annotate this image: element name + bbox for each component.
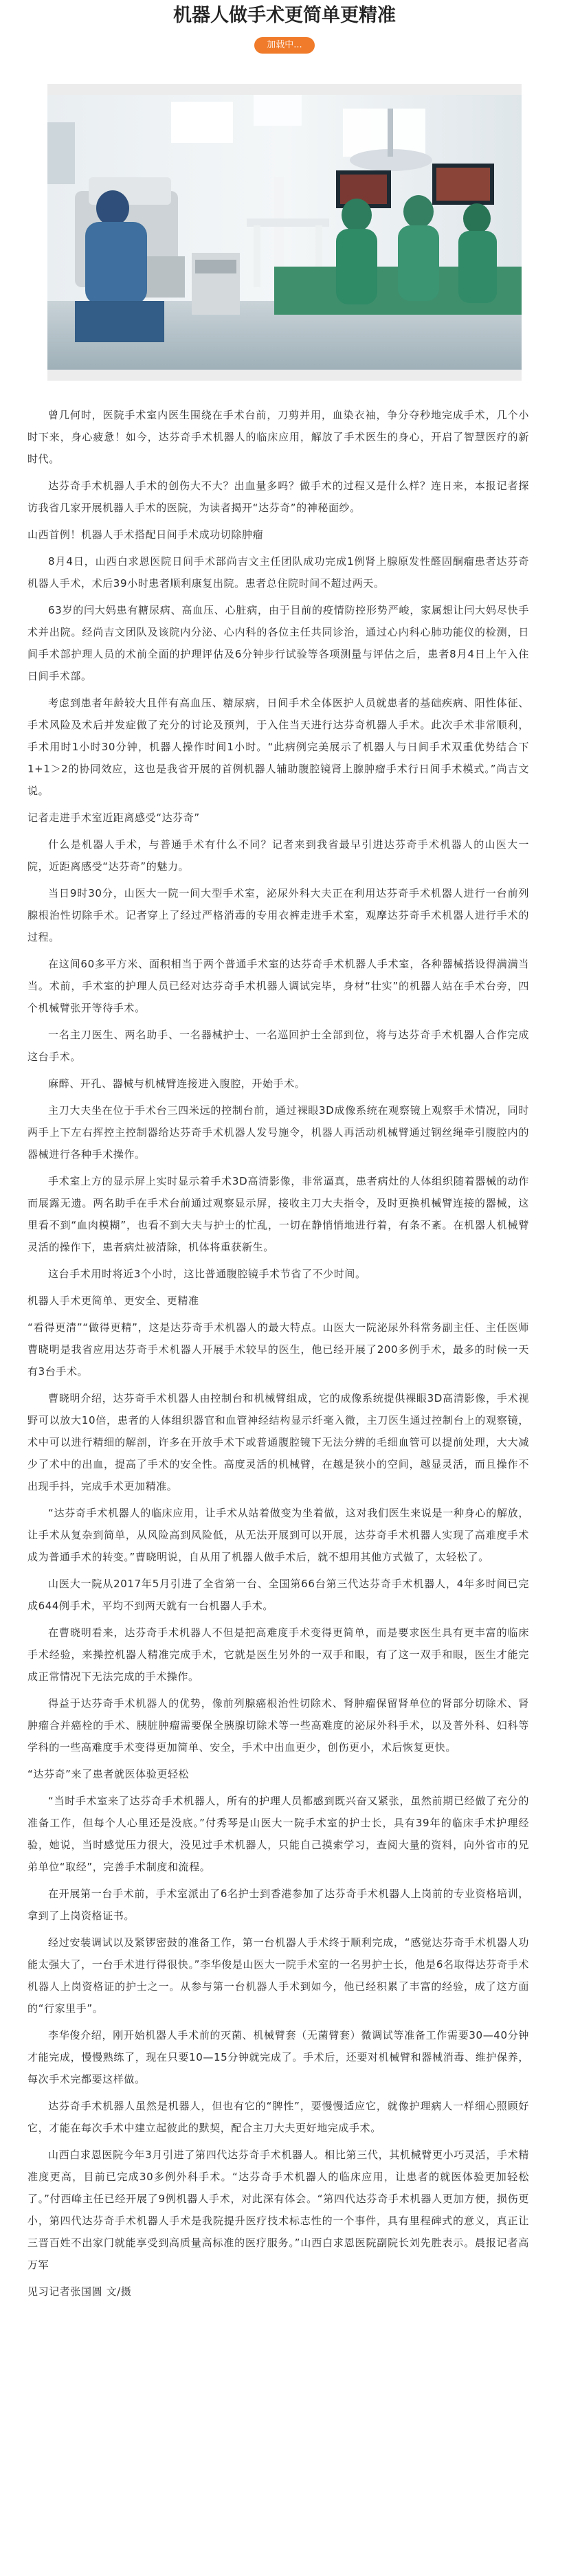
article-paragraph: 在开展第一台手术前，手术室派出了6名护士到香港参加了达芬奇手术机器人上岗前的专业资格培训，拿到了上岗资格证书。: [27, 1888, 529, 1922]
article-paragraph: 麻醉、开孔、器械与机械臂连接进入腹腔，开始手术。: [48, 1077, 306, 1090]
article-paragraph: 手术室上方的显示屏上实时显示着手术3D高清影像，非常逼真，患者病灶的人体组织随着器械的动作而展露无遗。两名助手在手术台前通过观察显示屏，接收主刀大夫指令，及时更换机械臂连接的器械，这里看不到“血肉模糊”，也看不到大夫与护士的忙乱，一切在静悄悄地进行着，有条不紊。在机器人机械臂灵活的操作下，患者病灶被清除，机体将重获新生。: [27, 1175, 529, 1253]
article-paragraph: 达芬奇手术机器人手术的创伤大不大？出血量多吗？做手术的过程又是什么样？连日来，本报记者探访我省几家开展机器人手术的医院，为读者揭开“达芬奇”的神秘面纱。: [27, 480, 529, 514]
surgery-photo: [47, 95, 522, 370]
article-paragraph: 山西白求恩医院今年3月引进了第四代达芬奇手术机器人。相比第三代，其机械臂更小巧灵活，手术精准度更高，目前已完成30多例外科手术。“达芬奇手术机器人的临床应用，让患者的就医体验更加轻松了。”付西峰主任已经开展了9例机器人手术，对此深有体会。“第四代达芬奇手术机器人更加方便，损伤更小，第四代达芬奇手术机器人手术是我院提升医疗技术标志性的一个事件，具有里程碑式的意义，真正让三晋百姓不出家门就能享受到高质量高标准的医疗服务。”山西白求恩医院副院长刘先胜表示。晨报记者高万军: [27, 2149, 529, 2271]
article-paragraph: 8月4日，山西白求恩医院日间手术部尚吉文主任团队成功完成1例肾上腺原发性醛固酮瘤患者达芬奇机器人手术，术后39小时患者顺利康复出院。患者总住院时间不超过两天。: [27, 555, 529, 590]
article-title: 机器人做手术更简单更精准: [173, 5, 396, 26]
article-paragraph: 当日9时30分，山医大一院一间大型手术室，泌尿外科大夫正在利用达芬奇手术机器人进行一台前列腺根治性切除手术。记者穿上了经过严格消毒的专用衣裤走进手术室，观摩达芬奇手术机器人进行手术的过程。: [27, 887, 529, 943]
article-body: [0, 381, 569, 2303]
article-paragraph: 曾几何时，医院手术室内医生围绕在手术台前，刀剪并用，血染衣袖，争分夺秒地完成手术，几个小时下来，身心疲惫！如今，达芬奇手术机器人的临床应用，解放了手术医生的身心，开启了智慧医疗的新时代。: [27, 409, 529, 465]
article-paragraph: 达芬奇手术机器人虽然是机器人，但也有它的“脾性”，要慢慢适应它，就像护理病人一样细心照顾好它，才能在每次手术中建立起彼此的默契，配合主刀大夫更好地完成手术。: [27, 2100, 529, 2134]
section-heading: 机器人手术更简单、更安全、更精准: [27, 1295, 199, 1307]
article-paragraph: 曹晓明介绍，达芬奇手术机器人由控制台和机械臂组成，它的成像系统提供裸眼3D高清影像，手术视野可以放大10倍，患者的人体组织器官和血管神经结构显示纤毫入微，主刀医生通过控制台上的观察镜，术中可以进行精细的解剖，许多在开放手术下或普通腹腔镜下无法分辨的毛细血管可以提前处理，大大减少了术中的出血，提高了手术的安全性。高度灵活的机械臂，在越是狭小的空间，越显灵活，而且操作不出现手抖，完成手术更加精准。: [27, 1392, 529, 1492]
article-paragraph: 李华俊介绍，刚开始机器人手术前的灭菌、机械臂套（无菌臂套）微调试等准备工作需要30—40分钟才能完成，慢慢熟练了，现在只要10—15分钟就完成了。手术后，还要对机械臂和器械消毒、维护保养，每次手术完都要这样做。: [27, 2029, 529, 2085]
article-paragraph: 63岁的闫大妈患有糖尿病、高血压、心脏病，由于目前的疫情防控形势严峻，家属想让闫大妈尽快手术并出院。经尚吉文团队及该院内分泌、心内科的各位主任共同诊治，通过心内科心肺功能仪的检测，日间手术部护理人员的术前全面的护理评估及6分钟步行试验等各项测量与评估之后，患者8月4日上午入住日间手术部。: [27, 604, 529, 682]
section-heading: 记者走进手术室近距离感受“达芬奇”: [27, 811, 200, 824]
article-paragraph: 这台手术用时将近3个小时，这比普通腹腔镜手术节省了不少时间。: [48, 1268, 366, 1280]
article-paragraph: 在这间60多平方米、面积相当于两个普通手术室的达芬奇手术机器人手术室，各种器械搭设得满满当当。术前，手术室的护理人员已经对达芬奇手术机器人调试完毕，身材“壮实”的机器人站在手术台旁，四个机械臂张开等待手术。: [27, 958, 529, 1014]
article-paragraph: 经过安装调试以及紧锣密鼓的准备工作，第一台机器人手术终于顺利完成，“感觉达芬奇手术机器人功能太强大了，一台手术进行得很快。”李华俊是山医大一院手术室的一名男护士长，他是6名取得达芬奇手术机器人上岗资格证的护士之一。从参与第一台机器人手术到如今，他已经积累了丰富的经验，成了这方面的“行家里手”。: [27, 1936, 529, 2015]
article-paragraph: 考虑到患者年龄较大且伴有高血压、糖尿病，日间手术全体医护人员就患者的基础疾病、阳性体征、手术风险及术后并发症做了充分的讨论及预判，于入住当天进行达芬奇机器人手术。此次手术非常顺利，手术用时1小时30分钟，机器人操作时间1小时。“此病例完美展示了机器人与日间手术双重优势结合下1+1＞2的协同效应，这也是我省开展的首例机器人辅助腹腔镜肾上腺肿瘤手术行日间手术模式。”尚吉文说。: [27, 697, 529, 797]
article-paragraph: 主刀大夫坐在位于手术台三四米远的控制台前，通过裸眼3D成像系统在观察镜上观察手术情况，同时两手上下左右挥控主控制器给达芬奇手术机器人发号施令，机器人再活动机械臂通过钢丝绳牵引腹腔内的器械进行各种手术操作。: [27, 1104, 529, 1161]
section-heading: 山西首例！机器人手术搭配日间手术成功切除肿瘤: [27, 528, 264, 541]
load-button-wrap: [0, 37, 569, 54]
article-paragraph: 得益于达芬奇手术机器人的优势，像前列腺癌根治性切除术、肾肿瘤保留肾单位的肾部分切除术、肾肿瘤合并癌栓的手术、胰脏肿瘤需要保全胰腺切除术等一些高难度的泌尿外科手术，以及普外科、妇科等学科的一些高难度手术变得更加简单、安全，手术中出血更少，创伤更小，术后恢复更快。: [27, 1697, 529, 1754]
article-paragraph: 在曹晓明看来，达芬奇手术机器人不但是把高难度手术变得更简单，而是要求医生具有更丰富的临床手术经验，来操控机器人精准完成手术，它就是医生另外的一双手和眼，有了这一双手和眼，医生才能完成正常情况下无法完成的手术操作。: [27, 1626, 529, 1683]
article-paragraph: 山医大一院从2017年5月引进了全省第一台、全国第66台第三代达芬奇手术机器人，4年多时间已完成644例手术，平均不到两天就有一台机器人手术。: [27, 1578, 529, 1612]
article-paragraph: “当时手术室来了达芬奇手术机器人，所有的护理人员都感到既兴奋又紧张，虽然前期已经做了充分的准备工作，但每个人心里还是没底。”付秀琴是山医大一院手术室的护士长，具有39年的临床手术护理经验，她说，当时感觉压力很大，没见过手术机器人，只能自己摸索学习，查阅大量的资料，向外省市的兄弟单位“取经”，完善手术制度和流程。: [27, 1795, 529, 1873]
section-heading: “看得更清”“做得更精”，这是达芬奇手术机器人的最大特点。山医大一院泌尿外科常务副主任、主任医师曹晓明是我省应用达芬奇手术机器人开展手术较早的医生，他已经开展了200多例手术，最多的时候一天有3台手术。: [27, 1321, 529, 1378]
section-heading: 见习记者张国圆 文/摄: [27, 2285, 132, 2298]
article-paragraph: “达芬奇手术机器人的临床应用，让手术从站着做变为坐着做，这对我们医生来说是一种身心的解放，让手术从复杂到简单，从风险高到风险低，从无法开展到可以开展，达芬奇手术机器人实现了高难度手术成为普通手术的转变。”曹晓明说，自从用了机器人做手术后，就不想用其他方式做了，太轻松了。: [27, 1507, 529, 1563]
article-photo-frame: [47, 84, 522, 381]
loading-button[interactable]: 加载中...: [254, 37, 314, 54]
article-paragraph: 什么是机器人手术，与普通手术有什么不同？记者来到我省最早引进达芬奇手术机器人的山医大一院，近距离感受“达芬奇”的魅力。: [27, 838, 529, 873]
section-heading: “达芬奇”来了患者就医体验更轻松: [27, 1768, 190, 1780]
article-paragraph: 一名主刀医生、两名助手、一名器械护士、一名巡回护士全部到位，将与达芬奇手术机器人合作完成这台手术。: [27, 1029, 529, 1063]
